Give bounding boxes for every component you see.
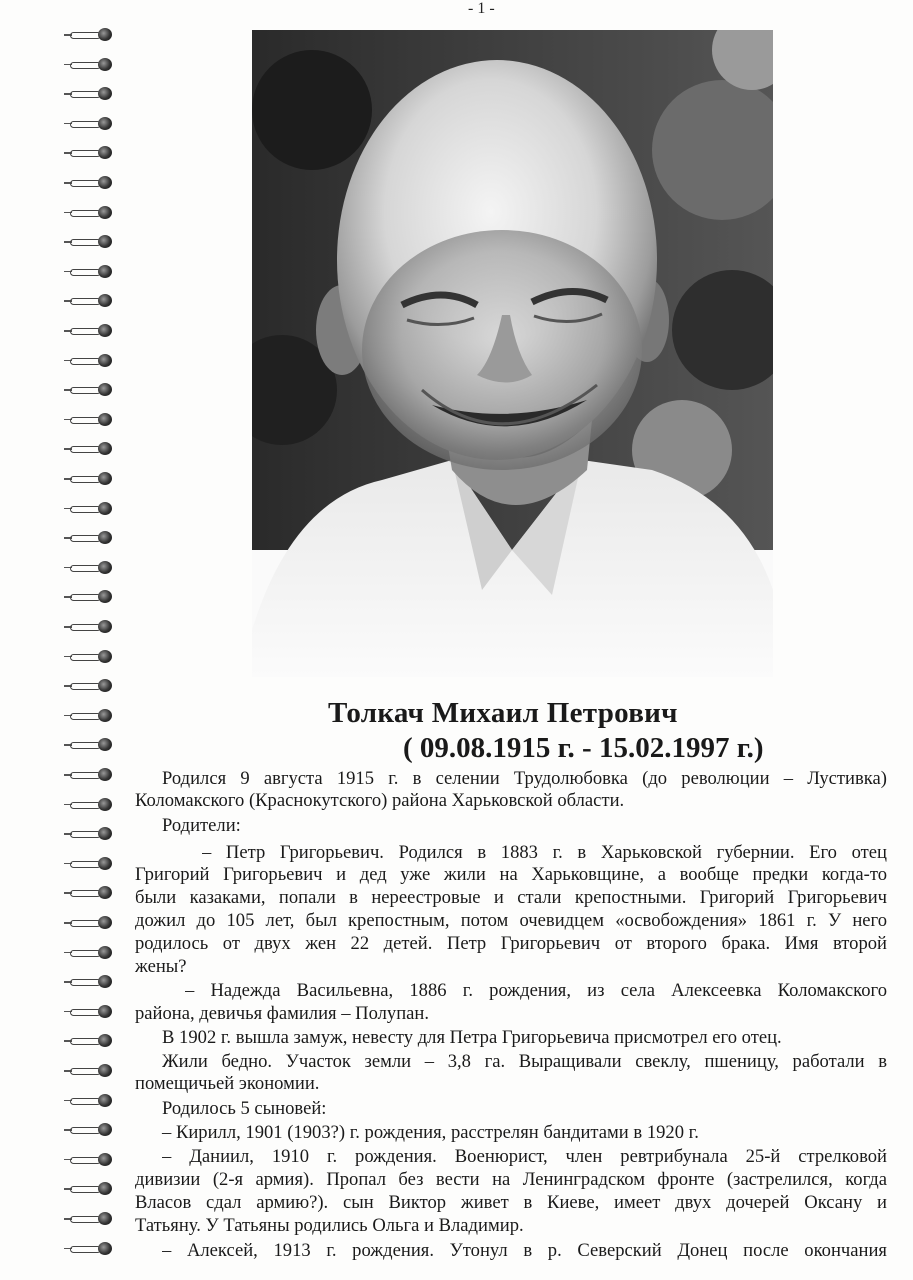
binding-ring [62,916,122,930]
text-line: жены? [135,956,187,977]
text-line: дивизии (2-я армия). Пропал без вести на Ленинградском фронте (застрелился, когда [135,1169,887,1190]
binding-ring [62,58,122,72]
binding-ring [62,1064,122,1078]
binding-ring [62,413,122,427]
binding-ring [62,146,122,160]
life-dates: ( 09.08.1915 г. - 15.02.1997 г.) [403,732,764,764]
text-line: – Петр Григорьевич. Родился в 1883 г. в Харьковской губернии. Его отец [202,842,887,863]
text-line: района, девичья фамилия – Полупан. [135,1003,430,1024]
binding-ring [62,324,122,338]
spiral-binding [62,28,132,1273]
binding-ring [62,946,122,960]
text-line: Родилось 5 сыновей: [162,1098,327,1119]
text-line: Власов сдал армию?). сын Виктор живет в Киеве, имеет двух дочерей Оксану и [135,1192,887,1213]
binding-ring [62,768,122,782]
binding-ring [62,709,122,723]
binding-ring [62,798,122,812]
binding-ring [62,1005,122,1019]
binding-ring [62,886,122,900]
text-line: Коломакского (Краснокутского) района Харьковской области. [135,790,625,811]
binding-ring [62,502,122,516]
text-line: дожил до 105 лет, был крепостным, потом очевидцем «освобождения» 1861 г. У него [135,910,887,931]
binding-ring [62,1034,122,1048]
binding-ring [62,1123,122,1137]
binding-ring [62,827,122,841]
binding-ring [62,1212,122,1226]
page-number: - 1 - [468,0,495,17]
text-line: родилось от двух жен 22 детей. Петр Григорьевич от второго брака. Имя второй [135,933,887,954]
binding-ring [62,383,122,397]
binding-ring [62,176,122,190]
portrait-photo [252,30,773,677]
text-line: – Кирилл, 1901 (1903?) г. рождения, расстрелян бандитами в 1920 г. [162,1122,699,1143]
person-name: Толкач Михаил Петрович [328,697,678,729]
text-line: Татьяну. У Татьяны родились Ольга и Владимир. [135,1215,524,1236]
binding-ring [62,679,122,693]
binding-ring [62,294,122,308]
binding-ring [62,1242,122,1256]
text-line: – Даниил, 1910 г. рождения. Военюрист, член ревтрибунала 25-й стрелковой [162,1146,887,1167]
text-line: Жили бедно. Участок земли – 3,8 га. Выращивали свеклу, пшеницу, работали в [162,1051,887,1072]
text-line: В 1902 г. вышла замуж, невесту для Петра Григорьевича присмотрел его отец. [162,1027,782,1048]
binding-ring [62,975,122,989]
binding-ring [62,235,122,249]
binding-ring [62,620,122,634]
binding-ring [62,265,122,279]
text-line: помещичьей экономии. [135,1073,320,1094]
text-line: были казаками, попали в нереестровые и стали крепостными. Григорий Григорьевич [135,887,887,908]
text-line: Родился 9 августа 1915 г. в селении Трудолюбовка (до революции – Лустивка) [162,768,887,789]
binding-ring [62,354,122,368]
text-line: Григорий Григорьевич и дед уже жили на Харьковщине, а вообще предки когда-то [135,864,887,885]
binding-ring [62,738,122,752]
binding-ring [62,1182,122,1196]
binding-ring [62,1094,122,1108]
binding-ring [62,857,122,871]
binding-ring [62,87,122,101]
binding-ring [62,1153,122,1167]
binding-ring [62,650,122,664]
binding-ring [62,206,122,220]
binding-ring [62,28,122,42]
binding-ring [62,442,122,456]
binding-ring [62,561,122,575]
text-line: – Алексей, 1913 г. рождения. Утонул в р. Северский Донец после окончания [162,1240,887,1261]
binding-ring [62,117,122,131]
text-line: Родители: [162,815,241,836]
binding-ring [62,531,122,545]
text-line: – Надежда Васильевна, 1886 г. рождения, из села Алексеевка Коломакского [185,980,887,1001]
binding-ring [62,590,122,604]
binding-ring [62,472,122,486]
